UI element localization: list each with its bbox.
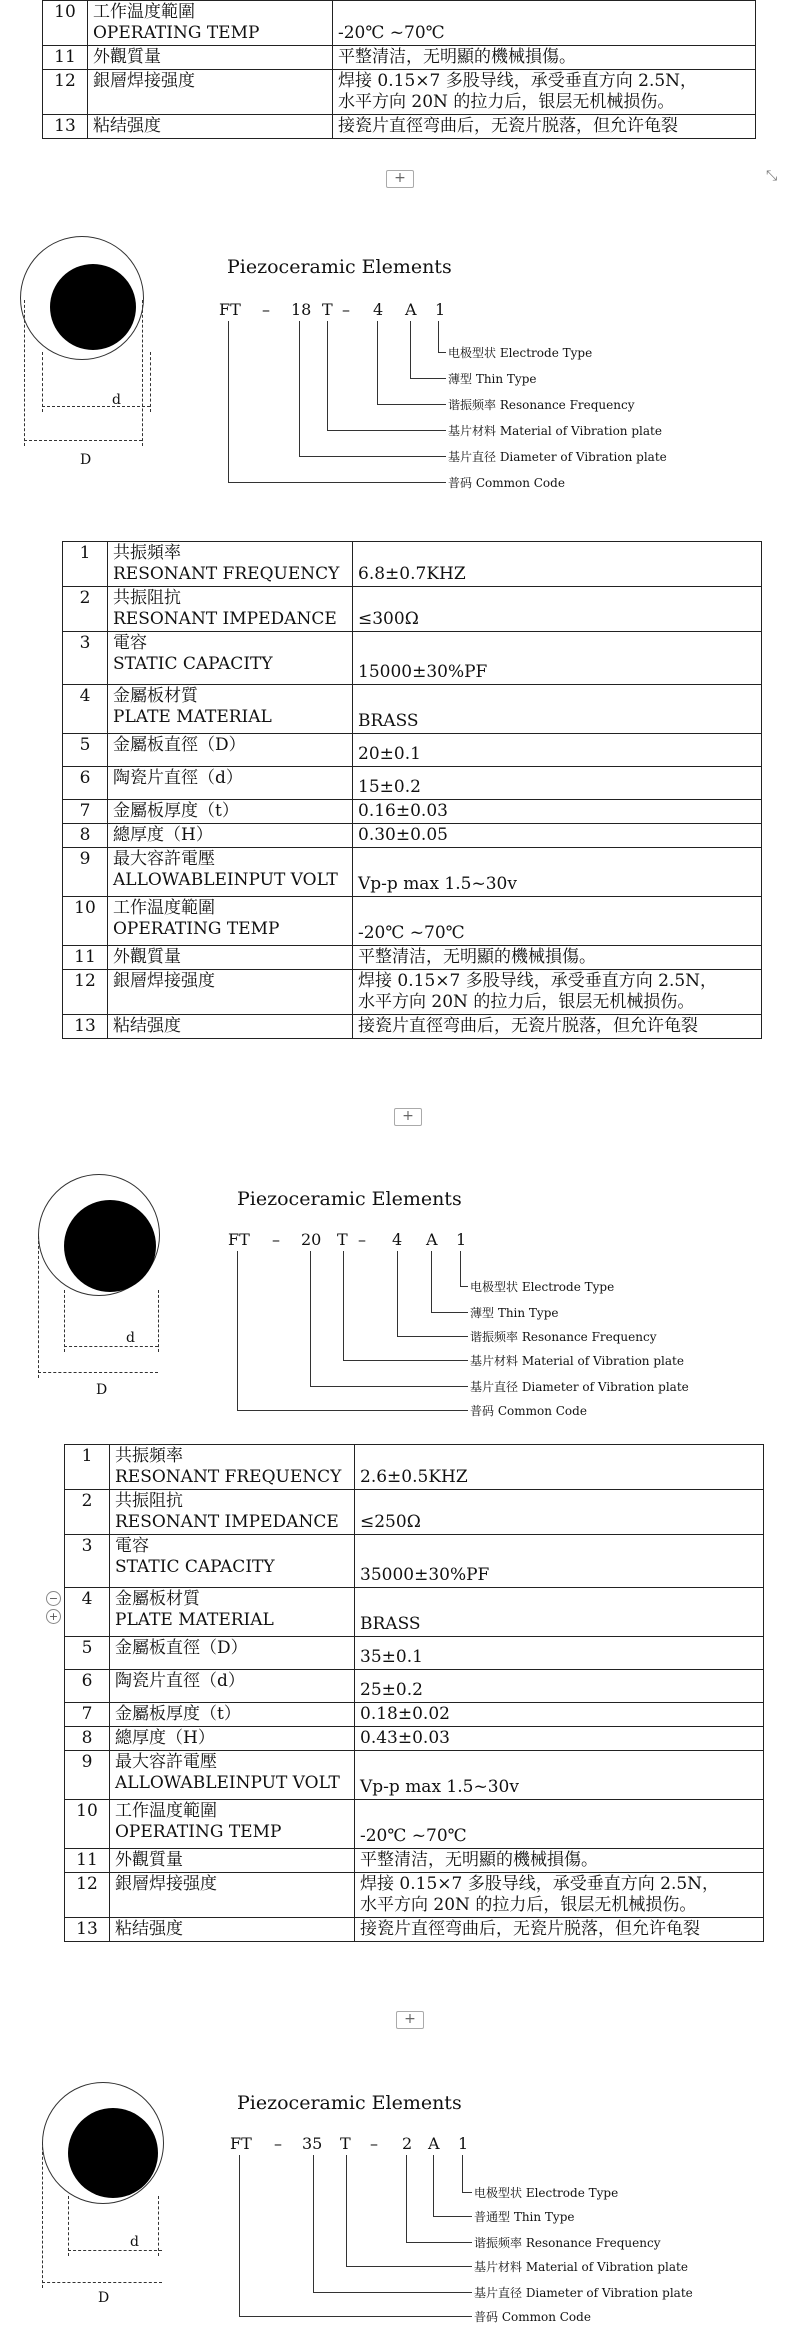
param-value: Vp-p max 1.5~30v: [353, 848, 762, 897]
row-number: 4: [63, 685, 108, 734]
table-row: [63, 767, 762, 800]
param-en: PLATE MATERIAL: [113, 707, 272, 727]
legend-item: 基片材料 Material of Vibration plate: [448, 424, 662, 438]
param-zh: 共振阻抗: [115, 1491, 183, 1511]
d-dimension-line: [42, 406, 150, 407]
param-zh: 最大容許電壓: [115, 1752, 217, 1772]
table-row: [43, 70, 756, 115]
inner-circle: [68, 2108, 158, 2198]
param-value: 15±0.2: [353, 767, 762, 800]
D-extension-line: [38, 1236, 39, 1378]
row-number: 9: [65, 1751, 110, 1800]
param-value: 平整清洁，无明顯的機械損傷。: [333, 46, 756, 70]
spec-table-18: [62, 541, 762, 1039]
table-row: [65, 1670, 764, 1703]
row-number: 8: [63, 824, 108, 848]
code-part: 4: [373, 300, 384, 319]
legend-item: 谐振频率 Resonance Frequency: [474, 2236, 661, 2250]
param-zh: 工作温度範圍: [113, 898, 215, 918]
row-number: 7: [63, 800, 108, 824]
d-dimension-line: [68, 2250, 162, 2251]
code-part: T: [340, 2134, 351, 2153]
legend-item: 基片材料 Material of Vibration plate: [474, 2260, 688, 2274]
D-dimension-line: [24, 440, 142, 441]
table-row: [65, 1918, 764, 1942]
resize-handle-icon[interactable]: ⤡: [766, 168, 778, 184]
param-en: ALLOWABLEINPUT VOLT: [115, 1773, 340, 1793]
table-row: [65, 1727, 764, 1751]
param-value: ≤250Ω: [355, 1490, 764, 1535]
param-zh: 粘结强度: [108, 1015, 353, 1039]
code-part: FT: [219, 300, 241, 319]
param-value: 0.16±0.03: [353, 800, 762, 824]
code-part: 1: [435, 300, 446, 319]
add-row-button[interactable]: +: [396, 2011, 424, 2029]
param-value: 35±0.1: [355, 1637, 764, 1670]
param-value: 25±0.2: [355, 1670, 764, 1703]
code-part: 20: [301, 1230, 322, 1249]
param-en: RESONANT FREQUENCY: [115, 1467, 342, 1487]
code-part: FT: [230, 2134, 252, 2153]
param-en: OPERATING TEMP: [93, 23, 260, 43]
code-part: –: [370, 2134, 378, 2153]
param-zh: 電容: [113, 633, 147, 653]
row-number: 10: [63, 897, 108, 946]
param-zh: 工作温度範圍: [93, 2, 195, 22]
row-number: 8: [65, 1727, 110, 1751]
legend-item: 普码 Common Code: [448, 476, 565, 490]
legend-item: 谐振频率 Resonance Frequency: [448, 398, 635, 412]
row-number: 6: [63, 767, 108, 800]
table-row: [65, 1800, 764, 1849]
spec-table-partial: [42, 0, 756, 139]
legend-item: 薄型 Thin Type: [448, 372, 537, 386]
d-extension-line: [158, 1290, 159, 1352]
param-value: 焊接 0.15×7 多股导线，承受垂直方向 2.5N，: [338, 71, 698, 91]
row-number: 9: [63, 848, 108, 897]
table-row: [63, 824, 762, 848]
legend-item: 普通型 Thin Type: [474, 2210, 575, 2224]
param-value: -20℃ ~70℃: [355, 1800, 764, 1849]
d-dimension-line: [64, 1346, 158, 1347]
inner-circle: [64, 1200, 156, 1292]
d-extension-line: [150, 352, 151, 412]
param-en: OPERATING TEMP: [113, 919, 280, 939]
table-row: [65, 1703, 764, 1727]
D-label: D: [80, 452, 92, 468]
table-row: [43, 1, 756, 46]
table-row: [65, 1490, 764, 1535]
legend-item: 电极型状 Electrode Type: [470, 1280, 615, 1294]
param-en: OPERATING TEMP: [115, 1822, 282, 1842]
d-extension-line: [68, 2196, 69, 2256]
param-zh: 金屬板材質: [115, 1589, 200, 1609]
row-number: 4: [65, 1588, 110, 1637]
param-value: ≤300Ω: [353, 587, 762, 632]
param-en: PLATE MATERIAL: [115, 1610, 274, 1630]
param-value: 6.8±0.7KHZ: [353, 542, 762, 587]
row-number: 7: [65, 1703, 110, 1727]
code-part: A: [428, 2134, 440, 2153]
table-row: [65, 1445, 764, 1490]
collapse-control[interactable]: −: [46, 1591, 61, 1606]
d-extension-line: [42, 352, 43, 412]
param-zh: 銀層焊接强度: [88, 70, 333, 115]
param-zh: 電容: [115, 1536, 149, 1556]
table-row: [43, 46, 756, 70]
param-zh: 工作温度範圍: [115, 1801, 217, 1821]
table-row: [65, 1849, 764, 1873]
row-number: 11: [65, 1849, 110, 1873]
row-number: 3: [63, 632, 108, 685]
code-part: 4: [392, 1230, 403, 1249]
param-value: 0.30±0.05: [353, 824, 762, 848]
param-value-line2: 水平方向 20N 的拉力后，银层无机械损伤。: [360, 1895, 697, 1915]
legend-item: 电极型状 Electrode Type: [474, 2186, 619, 2200]
param-zh: 外觀質量: [110, 1849, 355, 1873]
param-en: ALLOWABLEINPUT VOLT: [113, 870, 338, 890]
code-part: A: [405, 300, 417, 319]
row-number: 10: [65, 1800, 110, 1849]
param-value: -20℃ ~70℃: [333, 1, 756, 46]
code-part: 35: [302, 2134, 323, 2153]
D-extension-line: [142, 300, 143, 446]
param-value: 20±0.1: [353, 734, 762, 767]
row-number: 1: [63, 542, 108, 587]
table-row: [43, 115, 756, 139]
param-value: 焊接 0.15×7 多股导线，承受垂直方向 2.5N，: [360, 1874, 720, 1894]
param-en: RESONANT IMPEDANCE: [115, 1512, 339, 1532]
add-row-button[interactable]: +: [394, 1108, 422, 1126]
row-number: 6: [65, 1670, 110, 1703]
row-number: 1: [65, 1445, 110, 1490]
param-value: Vp-p max 1.5~30v: [355, 1751, 764, 1800]
diagram-title: Piezoceramic Elements: [227, 256, 452, 278]
param-value: 接瓷片直徑弯曲后，无瓷片脱落，但允许龟裂: [333, 115, 756, 139]
param-zh: 外觀質量: [108, 946, 353, 970]
param-zh: 陶瓷片直徑（d）: [110, 1670, 355, 1703]
table-row: [63, 800, 762, 824]
param-value: 35000±30%PF: [355, 1535, 764, 1588]
param-value: 2.6±0.5KHZ: [355, 1445, 764, 1490]
code-part: –: [262, 300, 270, 319]
table-row: [63, 970, 762, 1015]
table-row: [65, 1637, 764, 1670]
D-dimension-line: [38, 1372, 158, 1373]
table-row: [63, 685, 762, 734]
legend-item: 基片材料 Material of Vibration plate: [470, 1354, 684, 1368]
table-row: [65, 1535, 764, 1588]
table-row: [63, 632, 762, 685]
param-zh: 總厚度（H）: [108, 824, 353, 848]
param-zh: 金屬板材質: [113, 686, 198, 706]
param-zh: 銀層焊接强度: [110, 1873, 355, 1918]
table-row: [63, 1015, 762, 1039]
param-zh: 共振阻抗: [113, 588, 181, 608]
code-part: –: [274, 2134, 282, 2153]
legend-item: 基片直径 Diameter of Vibration plate: [448, 450, 667, 464]
param-value: 平整清洁，无明顯的機械損傷。: [355, 1849, 764, 1873]
d-label: d: [126, 1330, 135, 1346]
param-zh: 陶瓷片直徑（d）: [108, 767, 353, 800]
legend-item: 普码 Common Code: [474, 2310, 591, 2324]
param-zh: 粘结强度: [88, 115, 333, 139]
row-number: 10: [43, 1, 88, 46]
row-number: 11: [63, 946, 108, 970]
table-row: [63, 734, 762, 767]
param-value: BRASS: [355, 1588, 764, 1637]
table-row: [63, 848, 762, 897]
diagram-title: Piezoceramic Elements: [237, 2092, 462, 2114]
inner-circle: [50, 264, 136, 350]
param-value: 15000±30%PF: [353, 632, 762, 685]
row-number: 5: [65, 1637, 110, 1670]
param-value: 平整清洁，无明顯的機械損傷。: [353, 946, 762, 970]
param-value: -20℃ ~70℃: [353, 897, 762, 946]
code-part: 1: [456, 1230, 467, 1249]
row-number: 12: [65, 1873, 110, 1918]
code-part: 2: [402, 2134, 413, 2153]
row-number: 11: [43, 46, 88, 70]
table-row: [65, 1588, 764, 1637]
code-part: T: [322, 300, 333, 319]
D-dimension-line: [42, 2282, 162, 2283]
code-part: –: [272, 1230, 280, 1249]
d-label: d: [112, 392, 121, 408]
param-en: STATIC CAPACITY: [113, 654, 273, 674]
D-label: D: [96, 1382, 108, 1398]
legend-item: 普码 Common Code: [470, 1404, 587, 1418]
table-row: [63, 587, 762, 632]
param-value-line2: 水平方向 20N 的拉力后，银层无机械损伤。: [338, 92, 675, 112]
param-value: 0.43±0.03: [355, 1727, 764, 1751]
param-zh: 共振頻率: [115, 1446, 183, 1466]
code-part: T: [337, 1230, 348, 1249]
param-value: 接瓷片直徑弯曲后，无瓷片脱落，但允许龟裂: [355, 1918, 764, 1942]
param-zh: 粘结强度: [110, 1918, 355, 1942]
param-value: 接瓷片直徑弯曲后，无瓷片脱落，但允许龟裂: [353, 1015, 762, 1039]
d-label: d: [130, 2234, 139, 2250]
param-zh: 總厚度（H）: [110, 1727, 355, 1751]
row-number: 3: [65, 1535, 110, 1588]
spec-table-20: [64, 1444, 764, 1942]
code-part: FT: [228, 1230, 250, 1249]
d-extension-line: [64, 1290, 65, 1352]
param-zh: 金屬板直徑（D）: [108, 734, 353, 767]
param-value: 0.18±0.02: [355, 1703, 764, 1727]
legend-item: 基片直径 Diameter of Vibration plate: [474, 2286, 693, 2300]
param-zh: 金屬板厚度（t）: [108, 800, 353, 824]
param-zh: 共振頻率: [113, 543, 181, 563]
row-number: 12: [63, 970, 108, 1015]
param-en: RESONANT IMPEDANCE: [113, 609, 337, 629]
param-en: RESONANT FREQUENCY: [113, 564, 340, 584]
table-row: [63, 946, 762, 970]
D-extension-line: [24, 300, 25, 446]
legend-item: 薄型 Thin Type: [470, 1306, 559, 1320]
add-row-button[interactable]: +: [386, 170, 414, 188]
table-row: [63, 542, 762, 587]
diagram-title: Piezoceramic Elements: [237, 1188, 462, 1210]
param-zh: 金屬板直徑（D）: [110, 1637, 355, 1670]
d-extension-line: [158, 2196, 159, 2256]
row-number: 2: [65, 1490, 110, 1535]
table-row: [63, 897, 762, 946]
code-part: A: [426, 1230, 438, 1249]
row-number: 13: [65, 1918, 110, 1942]
code-part: –: [342, 300, 350, 319]
param-zh: 外觀質量: [88, 46, 333, 70]
code-part: 18: [291, 300, 312, 319]
param-zh: 金屬板厚度（t）: [110, 1703, 355, 1727]
table-row: [65, 1751, 764, 1800]
param-value: 焊接 0.15×7 多股导线，承受垂直方向 2.5N，: [358, 971, 718, 991]
legend-item: 谐振频率 Resonance Frequency: [470, 1330, 657, 1344]
row-number: 13: [63, 1015, 108, 1039]
code-part: –: [358, 1230, 366, 1249]
row-number: 12: [43, 70, 88, 115]
legend-item: 电极型状 Electrode Type: [448, 346, 593, 360]
legend-item: 基片直径 Diameter of Vibration plate: [470, 1380, 689, 1394]
row-number: 2: [63, 587, 108, 632]
expand-control[interactable]: +: [46, 1609, 61, 1624]
code-part: 1: [458, 2134, 469, 2153]
param-value: BRASS: [353, 685, 762, 734]
param-zh: 最大容許電壓: [113, 849, 215, 869]
param-value-line2: 水平方向 20N 的拉力后，银层无机械损伤。: [358, 992, 695, 1012]
row-number: 5: [63, 734, 108, 767]
D-extension-line: [42, 2142, 43, 2288]
table-row: [65, 1873, 764, 1918]
param-en: STATIC CAPACITY: [115, 1557, 275, 1577]
param-zh: 銀層焊接强度: [108, 970, 353, 1015]
D-label: D: [98, 2290, 110, 2306]
row-number: 13: [43, 115, 88, 139]
